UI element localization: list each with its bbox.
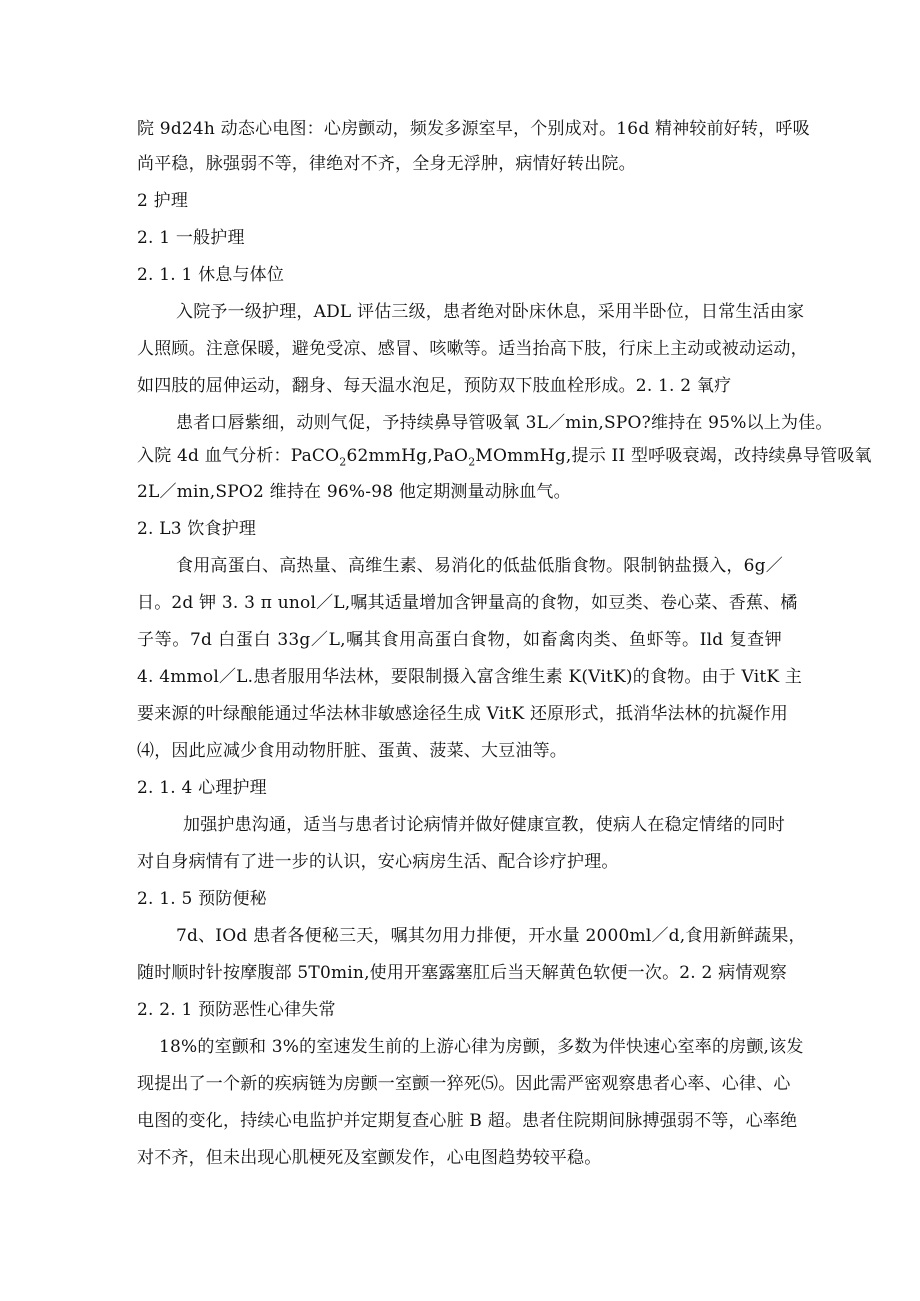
paragraph-line: 对自身病情有了进一步的认识，安心病房生活、配合诊疗护理。 (137, 852, 619, 872)
paragraph-line: 日。2d 钾 3. 3 π unol／L,嘱其适量增加含钾量高的食物，如豆类、卷心菜、香蕉、橘 (137, 593, 798, 613)
text-run: MOmmHg,提示 II 型呼吸衰竭，改持续鼻导管吸氧 (475, 446, 872, 466)
paragraph-line: 随时顺时针按摩腹部 5T0min,使用开塞露塞肛后当天解黄色软便一次。2. 2 病情观察 (137, 963, 787, 983)
paragraph-line: 电图的变化，持续心电监护并定期复查心脏 B 超。患者住院期间脉搏强弱不等，心率绝 (137, 1111, 798, 1131)
paragraph-line: 院 9d24h 动态心电图：心房颤动，频发多源室早，个别成对。16d 精神较前好转，呼吸 (137, 119, 810, 139)
subscript: 2 (339, 455, 347, 469)
paragraph-line: 加强护患沟通，适当与患者讨论病情并做好健康宣教，使病人在稳定情绪的同时 (183, 815, 785, 835)
section-heading: 2 护理 (137, 191, 189, 211)
subsection-heading: 2. 2. 1 预防恶性心律失常 (137, 1000, 336, 1020)
paragraph-line: 要来源的叶绿酿能通过华法林非敏感途径生成 VitK 还原形式，抵消华法林的抗凝作用 (137, 704, 788, 724)
paragraph-line: 人照顾。注意保暖，避免受凉、感冒、咳嗽等。适当抬高下肢，行床上主动或被动运动， (137, 339, 808, 359)
text-run: 62mmHg,PaO (346, 446, 469, 466)
paragraph-line: 对不齐，但未出现心肌梗死及室颤发作，心电图趋势较平稳。 (137, 1148, 602, 1168)
paragraph-line: 患者口唇紫细，动则气促，予持续鼻导管吸氧 3L／min,SPO?维持在 95%以上为佳。 (176, 413, 833, 433)
paragraph-line: 尚平稳，脉强弱不等，律绝对不齐，全身无浮肿，病情好转出院。 (137, 154, 636, 174)
subsection-heading: 2. 1 一般护理 (137, 228, 245, 248)
subsection-heading: 2. 1. 5 预防便秘 (137, 889, 267, 909)
paragraph-line: 7d、IOd 患者各便秘三天，嘱其勿用力排便，开水量 2000ml／d,食用新鲜蔬果， (176, 926, 806, 946)
subsection-heading: 2. 1. 4 心理护理 (137, 778, 267, 798)
subsection-heading: 2. 1. 1 休息与体位 (137, 265, 285, 285)
subsection-heading: 2. L3 饮食护理 (137, 519, 257, 539)
paragraph-line: 食用高蛋白、高热量、高维生素、易消化的低盐低脂食物。限制钠盐摄入，6g／ (176, 556, 783, 576)
paragraph-line: 2L／min,SPO2 维持在 96%-98 他定期测量动脉血气。 (137, 482, 571, 502)
paragraph-line: 现提出了一个新的疾病链为房颤一室颤一猝死⑸。因此需严密观察患者心率、心律、心 (137, 1074, 791, 1094)
subscript: 2 (468, 455, 476, 469)
paragraph-line: ⑷，因此应减少食用动物肝脏、蛋黄、菠菜、大豆油等。 (137, 741, 567, 761)
paragraph-line (137, 445, 872, 469)
paragraph-line: 子等。7d 白蛋白 33g／L,嘱其食用高蛋白食物，如畜禽肉类、鱼虾等。Ild 复查钾 (137, 630, 782, 650)
paragraph-line: 入院予一级护理，ADL 评估三级，患者绝对卧床休息，采用半卧位，日常生活由家 (176, 302, 805, 322)
paragraph-line: 如四肢的屈伸运动，翻身、每天温水泡足，预防双下肢血栓形成。2. 1. 2 氧疗 (137, 376, 732, 396)
paragraph-line: 4. 4mmol／L.患者服用华法林，要限制摄入富含维生素 K(VitK)的食物。由于 VitK 主 (137, 667, 803, 687)
text-run: 入院 4d 血气分析：PaCO (137, 446, 340, 466)
paragraph-line: 18%的室颤和 3%的室速发生前的上游心律为房颤，多数为伴快速心室率的房颤,该发 (159, 1037, 804, 1057)
